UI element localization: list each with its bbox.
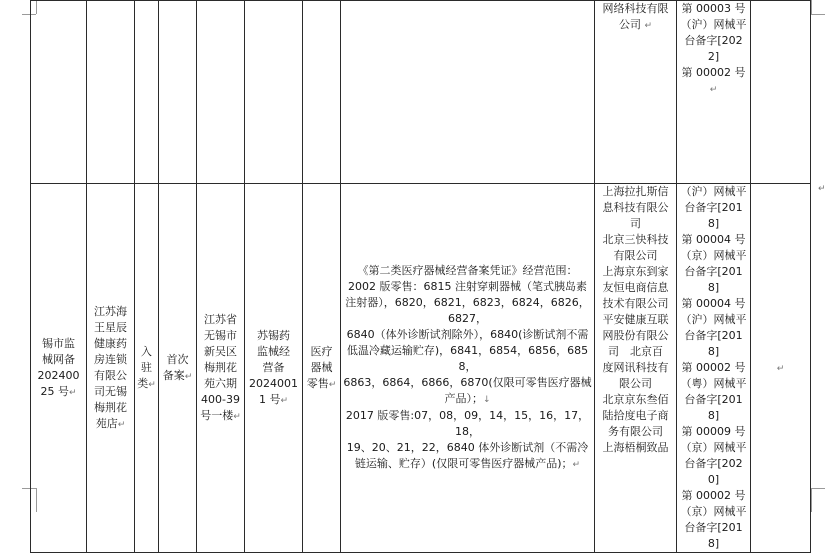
platform-line: 息科技有限公 bbox=[602, 201, 669, 214]
entry-type-cell bbox=[135, 184, 159, 553]
entry-type-line: 驻 bbox=[141, 360, 152, 374]
platform-line: 上海京东到家 bbox=[602, 265, 669, 278]
filing-line: 台备字[2018] bbox=[684, 393, 743, 422]
business-line: 医疗 bbox=[310, 344, 333, 358]
scope-line: 链运输、贮存）(仅限可零售医疗器械产品)；↵ bbox=[354, 457, 581, 470]
filing-line: 第 00002 号 bbox=[681, 361, 746, 374]
filing-line: 台备字[2018] bbox=[684, 521, 743, 550]
platform-line: 司 bbox=[630, 217, 641, 230]
cert-no-cell bbox=[245, 1, 303, 184]
scope-line: 2017 版零售:07，08，09，14，15，16，17，18， bbox=[345, 409, 590, 438]
record-no-line: 锡市监 bbox=[42, 336, 75, 350]
scope-cell bbox=[341, 1, 595, 184]
remarks-cell bbox=[751, 1, 811, 184]
business-line: 器械 bbox=[310, 360, 333, 374]
record-no-cell bbox=[31, 184, 87, 553]
filing-line: 台备字[2022] bbox=[684, 34, 743, 63]
platform-line: 北京三快科技 bbox=[602, 233, 669, 246]
platform-line: 网络科技有限 bbox=[602, 2, 669, 15]
scope-line: 2002 版零售：6815 注射穿刺器械（笔式胰岛素 bbox=[348, 280, 587, 293]
platform-cell bbox=[595, 1, 677, 184]
paragraph-mark-icon: ↵ bbox=[572, 460, 581, 470]
filing-type-cell bbox=[159, 1, 197, 184]
platform-line: 友恒电商信息 bbox=[602, 281, 669, 294]
company-line: 房连锁 bbox=[94, 352, 127, 366]
company-line: 苑店↵ bbox=[95, 416, 126, 430]
filing-line: 第 00002 号 bbox=[681, 489, 746, 502]
filing-line: 台备字[2018] bbox=[684, 329, 743, 358]
record-no-line: 25 号↵ bbox=[40, 384, 77, 398]
platform-line: 技术有限公司 bbox=[602, 297, 669, 310]
scope-line: 6840（体外诊断试剂除外），6840(诊断试剂不需 bbox=[346, 328, 589, 341]
record-no-cell bbox=[31, 1, 87, 184]
crop-mark-bottom-right-h bbox=[811, 488, 825, 489]
cert-no-line: 2024001 bbox=[249, 376, 298, 390]
filing-type-cell bbox=[159, 184, 197, 553]
filing-line: 台备字[2018] bbox=[684, 265, 743, 294]
business-cell bbox=[303, 1, 341, 184]
scope-line: 产品）；↓ bbox=[444, 392, 491, 405]
address-line: 新吴区 bbox=[204, 344, 237, 358]
crop-mark-top-right bbox=[811, 0, 812, 14]
address-cell bbox=[197, 184, 245, 553]
company-line: 梅荆花 bbox=[94, 400, 127, 414]
cert-no-line: 营备 bbox=[262, 360, 285, 374]
company-line: 司无锡 bbox=[94, 384, 127, 398]
paragraph-mark-icon: ↵ bbox=[148, 379, 156, 390]
platform-line: 上海梧桐致品 bbox=[602, 441, 669, 454]
filing-type-line: 首次 bbox=[166, 352, 189, 366]
business-cell bbox=[303, 184, 341, 553]
filing-line: 第 00004 号 bbox=[681, 297, 746, 310]
company-line: 江苏海 bbox=[94, 304, 127, 318]
filing-cell bbox=[677, 1, 751, 184]
scope-cell bbox=[341, 184, 595, 553]
company-line: 健康药 bbox=[94, 336, 127, 350]
filing-line: （沪）网械平 bbox=[680, 185, 747, 198]
platform-line: 网股份有限公 bbox=[602, 329, 669, 342]
platform-cell bbox=[595, 184, 677, 553]
address-line: 苑六期 bbox=[204, 376, 237, 390]
paragraph-mark-icon: ↵ bbox=[818, 184, 826, 194]
filing-line: 第 00009 号 bbox=[681, 425, 746, 438]
record-no-line: 械网备 bbox=[42, 352, 75, 366]
address-line: 江苏省 bbox=[204, 312, 237, 326]
crop-mark-top-right-h bbox=[811, 14, 825, 15]
entry-type-line: 入 bbox=[141, 344, 152, 358]
filing-line: 第 00002 号↵ bbox=[681, 66, 746, 95]
company-line: 王星辰 bbox=[94, 320, 127, 334]
business-line: 零售↵ bbox=[306, 376, 337, 390]
platform-line: 务有限公司 bbox=[608, 425, 663, 438]
filing-line: （沪）网械平 bbox=[680, 18, 747, 31]
filing-line: 台备字[2018] bbox=[684, 201, 743, 230]
platform-line: 公司 ↵ bbox=[618, 18, 653, 31]
address-line: 号一楼↵ bbox=[200, 408, 241, 422]
platform-line: 上海拉扎斯信 bbox=[602, 185, 669, 198]
platform-line: 司 北京百 bbox=[608, 345, 663, 358]
paragraph-mark-icon: ↵ bbox=[709, 85, 718, 95]
paragraph-mark-icon: ↵ bbox=[776, 363, 785, 374]
filing-line: （京）网械平 bbox=[680, 441, 747, 454]
address-cell bbox=[197, 1, 245, 184]
paragraph-mark-icon: ↵ bbox=[184, 371, 193, 382]
paragraph-mark-icon: ↵ bbox=[68, 387, 77, 398]
filing-table bbox=[30, 0, 811, 553]
table-row bbox=[31, 184, 811, 553]
table-row bbox=[31, 1, 811, 184]
platform-line: 限公司 bbox=[619, 377, 652, 390]
paragraph-mark-icon: ↓ bbox=[482, 395, 491, 405]
filing-type-line: 备案↵ bbox=[162, 368, 193, 382]
company-line: 有限公 bbox=[94, 368, 127, 382]
filing-line: 第 00004 号 bbox=[681, 233, 746, 246]
company-cell bbox=[87, 1, 135, 184]
cert-no-line: 监械经 bbox=[257, 344, 290, 358]
filing-line: （京）网械平 bbox=[680, 249, 747, 262]
platform-line: 北京京东叁佰 bbox=[602, 393, 669, 406]
platform-line: 陆拾度电子商 bbox=[602, 409, 669, 422]
filing-line: （沪）网械平 bbox=[680, 313, 747, 326]
filing-line: （粤）网械平 bbox=[680, 377, 747, 390]
paragraph-mark-icon: ↵ bbox=[233, 411, 241, 422]
filing-line: 台备字[2020] bbox=[684, 457, 743, 486]
paragraph-mark-icon: ↵ bbox=[644, 21, 653, 31]
paragraph-mark-icon: ↵ bbox=[328, 379, 337, 390]
cert-no-cell bbox=[245, 184, 303, 553]
filing-line: 第 00003 号 bbox=[681, 2, 746, 15]
entry-type-line: 类↵ bbox=[137, 376, 156, 390]
scope-line: 6863，6864，6866，6870(仅限可零售医疗器械 bbox=[343, 376, 592, 389]
remarks-cell bbox=[751, 184, 811, 553]
cert-no-line: 1 号↵ bbox=[258, 392, 289, 406]
cert-no-line: 苏锡药 bbox=[257, 328, 290, 342]
scope-line: 19、20、21，22，6840 体外诊断试剂（不需冷 bbox=[346, 441, 589, 454]
platform-line: 度网讯科技有 bbox=[602, 361, 669, 374]
record-no-line: 202400 bbox=[37, 368, 80, 382]
filing-line: （京）网械平 bbox=[680, 505, 747, 518]
paragraph-mark-icon: ↵ bbox=[280, 395, 289, 406]
platform-line: 有限公司 bbox=[613, 249, 658, 262]
address-line: 梅荆花 bbox=[204, 360, 237, 374]
crop-mark-bottom-right bbox=[811, 488, 812, 512]
platform-line: 平安健康互联 bbox=[602, 313, 669, 326]
address-line: 无锡市 bbox=[204, 328, 237, 342]
company-cell bbox=[87, 184, 135, 553]
filing-cell bbox=[677, 184, 751, 553]
scope-line: 低温冷藏运输贮存)，6841，6854，6856，6858， bbox=[346, 344, 589, 373]
entry-type-cell bbox=[135, 1, 159, 184]
address-line: 400-39 bbox=[201, 392, 240, 406]
scope-line: 《第二类医疗器械经营备案凭证》经营范围： bbox=[357, 264, 578, 277]
paragraph-mark-icon: ↵ bbox=[117, 419, 126, 430]
scope-line: 注射器），6820，6821，6823，6824，6826，6827， bbox=[345, 296, 590, 325]
